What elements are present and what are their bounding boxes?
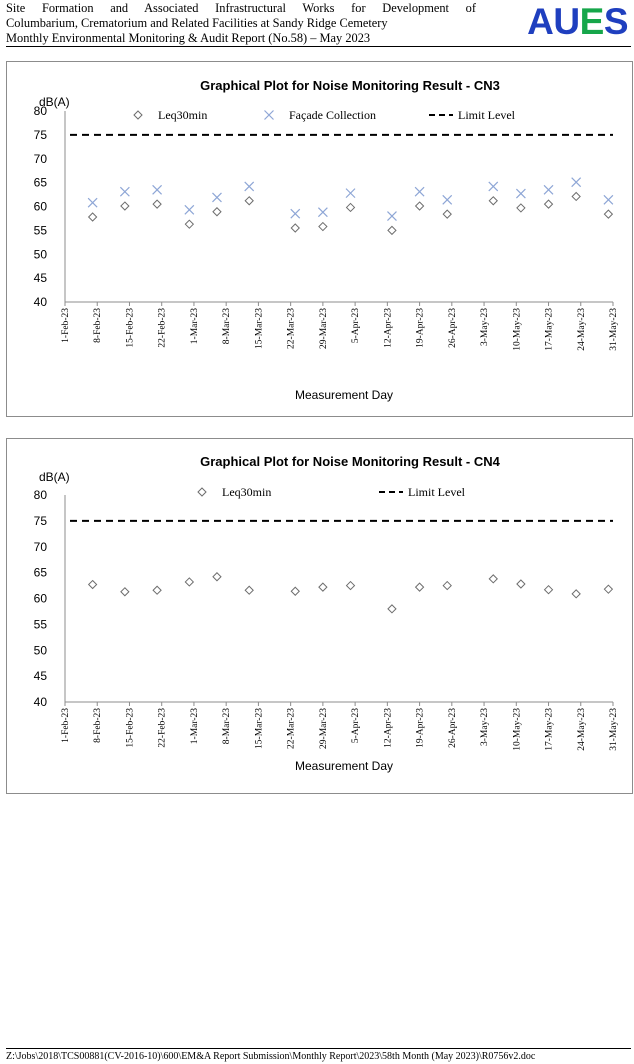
- legend-diamond-marker: [134, 111, 142, 119]
- x-tick-label: 22-Mar-23: [286, 708, 297, 749]
- leq30min-point: [291, 224, 299, 232]
- facade-collection-point: [185, 205, 194, 214]
- x-tick-label: 5-Apr-23: [351, 308, 362, 344]
- report-header: [6, 1, 476, 46]
- facade-collection-point: [443, 195, 452, 204]
- x-tick-label: 24-May-23: [576, 308, 587, 351]
- facade-collection-point: [415, 187, 424, 196]
- leq30min-point: [153, 586, 161, 594]
- leq30min-point: [388, 226, 396, 234]
- leq30min-point: [121, 588, 129, 596]
- facade-collection-point: [245, 182, 254, 191]
- x-axis-title: Measurement Day: [294, 759, 394, 773]
- y-axis-unit: dB(A): [39, 470, 70, 484]
- leq30min-point: [489, 197, 497, 205]
- y-tick-label: 40: [33, 695, 47, 709]
- x-tick-label: 8-Mar-23: [222, 708, 233, 745]
- x-tick-label: 31-May-23: [609, 708, 619, 751]
- facade-collection-point: [291, 209, 300, 218]
- x-tick-label: 29-Mar-23: [318, 308, 329, 349]
- x-tick-label: 15-Feb-23: [125, 708, 136, 748]
- leq30min-point: [347, 582, 355, 590]
- facade-collection-point: [318, 208, 327, 217]
- x-tick-label: 19-Apr-23: [415, 308, 426, 348]
- leq30min-point: [572, 590, 580, 598]
- chart-panel-cn4: [6, 438, 633, 794]
- leq30min-point: [545, 586, 553, 594]
- leq30min-point: [185, 578, 193, 586]
- legend-label: Limit Level: [408, 485, 465, 499]
- y-tick-label: 40: [33, 295, 47, 309]
- leq30min-point: [443, 582, 451, 590]
- aues-logo: AUES: [527, 1, 628, 42]
- leq30min-point: [89, 213, 97, 221]
- legend-label: Limit Level: [458, 108, 515, 122]
- x-tick-label: 8-Feb-23: [93, 708, 104, 743]
- leq30min-point: [245, 197, 253, 205]
- facade-collection-point: [516, 189, 525, 198]
- x-tick-label: 31-May-23: [609, 308, 619, 351]
- legend-diamond-marker: [198, 488, 206, 496]
- chart-title: Graphical Plot for Noise Monitoring Result - CN3: [200, 78, 500, 93]
- facade-collection-point: [212, 193, 221, 202]
- x-tick-label: 15-Mar-23: [254, 708, 265, 749]
- y-tick-label: 75: [33, 127, 47, 142]
- leq30min-point: [416, 202, 424, 210]
- x-tick-label: 22-Mar-23: [286, 308, 297, 349]
- leq30min-point: [319, 583, 327, 591]
- leq30min-point: [213, 208, 221, 216]
- y-tick-label: 55: [33, 617, 47, 632]
- chart-panel-cn3: [6, 61, 633, 417]
- leq30min-point: [489, 575, 497, 583]
- chart-cn3: [7, 62, 632, 416]
- leq30min-point: [443, 210, 451, 218]
- leq30min-point: [213, 573, 221, 581]
- x-tick-label: 29-Mar-23: [318, 708, 329, 749]
- leq30min-point: [517, 580, 525, 588]
- x-tick-label: 10-May-23: [512, 308, 523, 351]
- x-tick-label: 3-May-23: [480, 308, 491, 346]
- y-tick-label: 65: [33, 175, 47, 190]
- leq30min-point: [153, 200, 161, 208]
- leq30min-point: [185, 220, 193, 228]
- leq30min-point: [347, 203, 355, 211]
- facade-collection-point: [544, 185, 553, 194]
- x-tick-label: 1-Feb-23: [61, 708, 71, 743]
- x-tick-label: 26-Apr-23: [447, 708, 458, 748]
- y-tick-label: 50: [33, 247, 47, 262]
- x-tick-label: 1-Mar-23: [189, 308, 200, 345]
- leq30min-point: [245, 586, 253, 594]
- x-tick-label: 12-Apr-23: [383, 308, 394, 348]
- x-tick-label: 17-May-23: [544, 308, 555, 351]
- y-tick-label: 60: [33, 199, 47, 214]
- leq30min-point: [604, 585, 612, 593]
- y-tick-label: 80: [33, 488, 47, 502]
- y-tick-label: 45: [33, 271, 47, 286]
- chart-cn4: [7, 439, 632, 793]
- leq30min-point: [517, 204, 525, 212]
- footer-path: Z:\Jobs\2018\TCS00881(CV-2016-10)\600\EM&A Report Submission\Monthly Report\2023\58th Month (May 2023)\R0756v2.doc: [6, 1048, 631, 1062]
- header-line-1: Site Formation and Associated Infrastructural Works for Development of: [6, 1, 476, 15]
- y-tick-label: 70: [33, 539, 47, 554]
- x-tick-label: 17-May-23: [544, 708, 555, 751]
- y-tick-label: 65: [33, 565, 47, 580]
- x-tick-label: 8-Feb-23: [93, 308, 104, 343]
- facade-collection-point: [604, 195, 613, 204]
- x-tick-label: 22-Feb-23: [157, 708, 168, 748]
- chart-title: Graphical Plot for Noise Monitoring Result - CN4: [200, 454, 500, 469]
- facade-collection-point: [88, 198, 97, 207]
- x-tick-label: 12-Apr-23: [383, 708, 394, 748]
- x-tick-label: 1-Mar-23: [189, 708, 200, 745]
- leq30min-point: [291, 587, 299, 595]
- x-tick-label: 10-May-23: [512, 708, 523, 751]
- header-line-3: Monthly Environmental Monitoring & Audit Report (No.58) – May 2023: [6, 31, 371, 45]
- x-tick-label: 5-Apr-23: [351, 708, 362, 744]
- x-tick-label: 3-May-23: [480, 708, 491, 746]
- leq30min-point: [121, 202, 129, 210]
- facade-collection-point: [489, 182, 498, 191]
- leq30min-point: [319, 223, 327, 231]
- facade-collection-point: [120, 187, 129, 196]
- y-tick-label: 60: [33, 591, 47, 606]
- leq30min-point: [572, 192, 580, 200]
- x-tick-label: 1-Feb-23: [61, 308, 71, 343]
- leq30min-point: [416, 583, 424, 591]
- leq30min-point: [545, 200, 553, 208]
- legend-label: Façade Collection: [289, 108, 376, 122]
- y-axis-unit: dB(A): [39, 95, 70, 109]
- y-tick-label: 45: [33, 669, 47, 684]
- facade-collection-point: [346, 189, 355, 198]
- y-tick-label: 80: [33, 104, 47, 118]
- legend-x-marker: [265, 111, 274, 120]
- x-tick-label: 8-Mar-23: [222, 308, 233, 345]
- y-tick-label: 75: [33, 513, 47, 528]
- x-tick-label: 22-Feb-23: [157, 308, 168, 348]
- x-tick-label: 15-Mar-23: [254, 308, 265, 349]
- leq30min-point: [89, 581, 97, 589]
- leq30min-point: [388, 605, 396, 613]
- facade-collection-point: [153, 185, 162, 194]
- facade-collection-point: [387, 212, 396, 221]
- header-line-2: Columbarium, Crematorium and Related Facilities at Sandy Ridge Cemetery: [6, 16, 388, 30]
- x-tick-label: 15-Feb-23: [125, 308, 136, 348]
- y-tick-label: 70: [33, 151, 47, 166]
- y-tick-label: 55: [33, 223, 47, 238]
- x-tick-label: 26-Apr-23: [447, 308, 458, 348]
- y-tick-label: 50: [33, 643, 47, 658]
- leq30min-point: [604, 210, 612, 218]
- header-rule: [6, 46, 631, 47]
- x-axis-title: Measurement Day: [294, 388, 394, 402]
- x-tick-label: 19-Apr-23: [415, 708, 426, 748]
- facade-collection-point: [572, 178, 581, 187]
- legend-label: Leq30min: [222, 485, 272, 499]
- legend-label: Leq30min: [158, 108, 208, 122]
- x-tick-label: 24-May-23: [576, 708, 587, 751]
